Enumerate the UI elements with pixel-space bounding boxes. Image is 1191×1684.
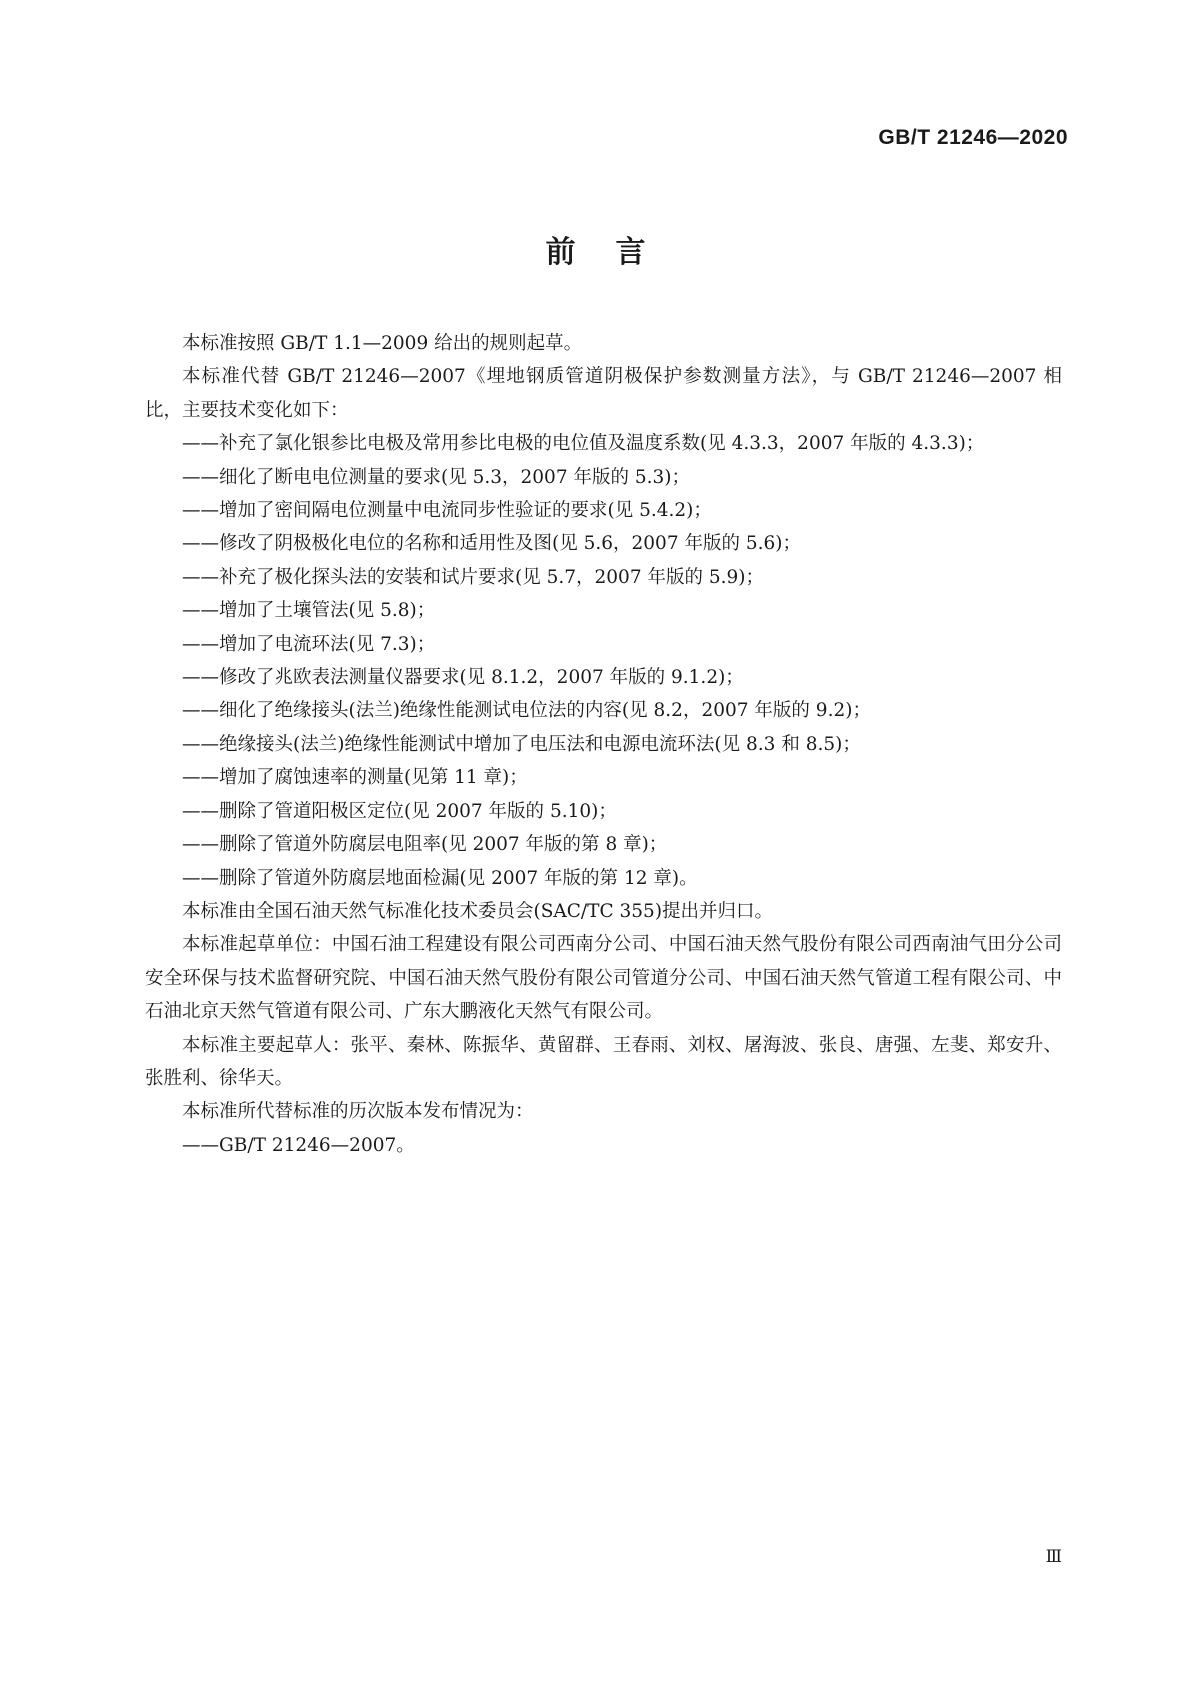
change-item: ——修改了兆欧表法测量仪器要求(见 8.1.2，2007 年版的 9.1.2)；: [182, 667, 744, 689]
standard-number: GB/T 21246—2020: [878, 126, 1068, 149]
page-title: 前言: [545, 235, 686, 270]
history-item: ——GB/T 21246—2007。: [182, 1134, 415, 1156]
intro-paragraph: 本标准按照 GB/T 1.1—2009 给出的规则起草。: [182, 333, 583, 354]
page-number: Ⅲ: [1045, 1547, 1062, 1567]
change-item: ——绝缘接头(法兰)绝缘性能测试中增加了电压法和电源电流环法(见 8.3 和 8.5)；: [182, 733, 861, 755]
history-list: [145, 1129, 1062, 1162]
change-item: ——细化了断电电位测量的要求(见 5.3，2007 年版的 5.3)；: [182, 466, 691, 488]
technical-changes-list: [145, 427, 1062, 895]
change-item: ——修改了阴极极化电位的名称和适用性及图(见 5.6，2007 年版的 5.6)；: [182, 533, 802, 555]
change-item: ——增加了密间隔电位测量中电流同步性验证的要求(见 5.4.2)；: [182, 500, 712, 522]
change-item: ——删除了管道阳极区定位(见 2007 年版的 5.10)；: [182, 800, 617, 822]
drafters-paragraph: 本标准主要起草人：张平、秦林、陈振华、黄留群、王春雨、刘权、屠海波、张良、唐强、左斐、郑安升、张胜利、徐华天。: [145, 1034, 1062, 1089]
change-item: ——补充了极化探头法的安装和试片要求(见 5.7，2007 年版的 5.9)；: [182, 566, 765, 588]
proposer-paragraph: 本标准由全国石油天然气标准化技术委员会(SAC/TC 355)提出并归口。: [182, 900, 774, 922]
change-item: ——增加了电流环法(见 7.3)；: [182, 633, 436, 655]
change-item: ——删除了管道外防腐层电阻率(见 2007 年版的第 8 章)；: [182, 834, 668, 856]
change-item: ——增加了土壤管法(见 5.8)；: [182, 600, 436, 622]
change-item: ——细化了绝缘接头(法兰)绝缘性能测试电位法的内容(见 8.2，2007 年版的 9.2)；: [182, 700, 871, 722]
change-item: ——删除了管道外防腐层地面检漏(见 2007 年版的第 12 章)。: [182, 867, 698, 889]
drafting-units-paragraph: 本标准起草单位：中国石油工程建设有限公司西南分公司、中国石油天然气股份有限公司西南油气田分公司安全环保与技术监督研究院、中国石油天然气股份有限公司管道分公司、中国石油天然气管道工程有限公司、中石油北京天然气管道有限公司、广东大鹏液化天然气有限公司。: [145, 934, 1062, 1023]
history-intro-paragraph: 本标准所代替标准的历次版本发布情况为：: [182, 1101, 534, 1123]
replacement-paragraph: 本标准代替 GB/T 21246—2007《埋地钢质管道阴极保护参数测量方法》，与 GB/T 21246—2007 相比，主要技术变化如下：: [145, 366, 1062, 421]
document-body: [145, 327, 1062, 1162]
change-item: ——补充了氯化银参比电极及常用参比电极的电位值及温度系数(见 4.3.3，2007 年版的 4.3.3)；: [182, 433, 985, 455]
change-item: ——增加了腐蚀速率的测量(见第 11 章)；: [182, 767, 528, 789]
